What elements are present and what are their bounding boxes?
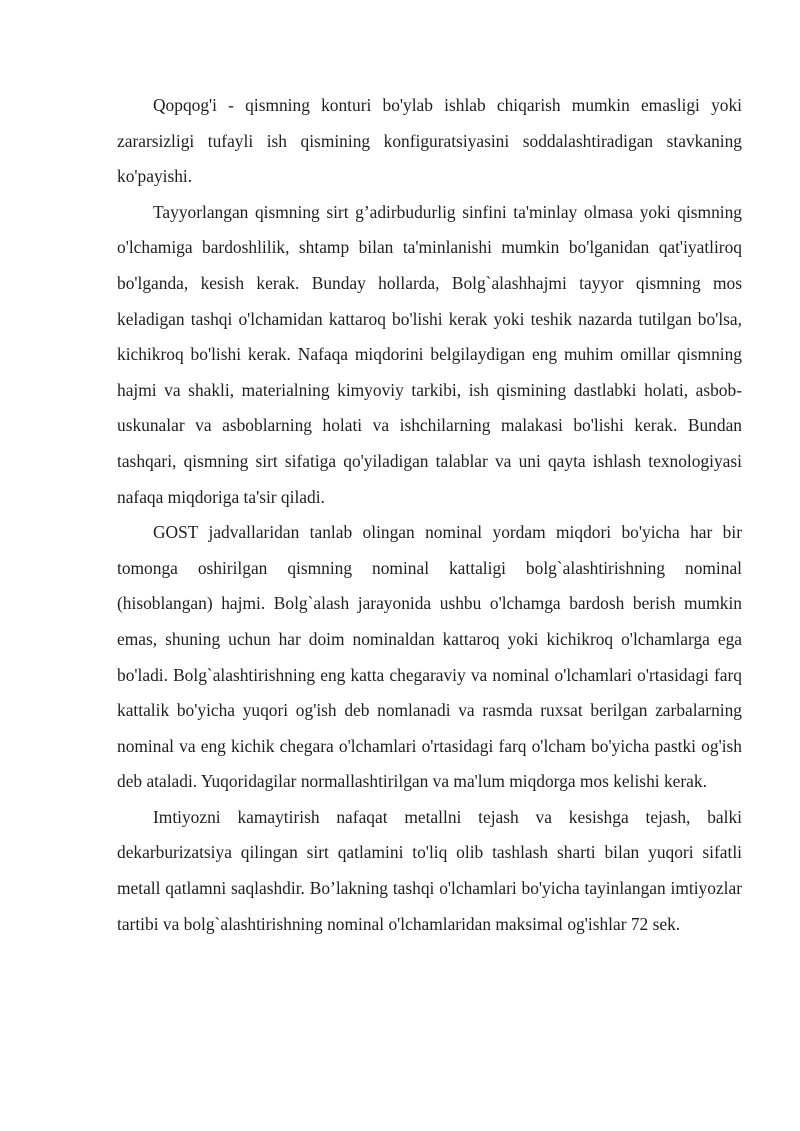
paragraph-2: Tayyorlangan qismning sirt g’adirbudurlig sinfini ta'minlay olmasa yoki qismning o'lchamiga bardoshlilik, shtamp bilan ta'minlanishi mumkin bo'lganidan qat'iyatliroq bo'lganda, kesish kerak. Bunday hollarda, Bolg`alashhajmi tayyor qismning mos keladigan tashqi o'lchamidan kattaroq bo'lishi kerak yoki teshik nazarda tutilgan bo'lsa, kichikroq bo'lishi kerak. Nafaqa miqdorini belgilaydigan eng muhim omillar qismning hajmi va shakli, materialning kimyoviy tarkibi, ish qismining dastlabki holati, asbob-uskunalar va asboblarning holati va ishchilarning malakasi bo'lishi kerak. Bundan tashqari, qismning sirt sifatiga qo'yiladigan talablar va uni qayta ishlash texnologiyasi nafaqa miqdoriga ta'sir qiladi. bbox=[117, 201, 742, 507]
paragraph-3: GOST jadvallaridan tanlab olingan nominal yordam miqdori bo'yicha har bir tomonga oshirilgan qismning nominal kattaligi bolg`alashtirishning nominal (hisoblangan) hajmi. Bolg`alash jarayonida ushbu o'lchamga bardosh berish mumkin emas, shuning uchun har doim nominaldan kattaroq yoki kichikroq o'lchamlarga ega bo'ladi. Bolg`alashtirishning eng katta chegaraviy va nominal o'lchamlari o'rtasidagi farq kattalik bo'yicha yuqori og'ish deb nomlanadi va rasmda ruxsat berilgan zarbalarning nominal va eng kichik chegara o'lchamlari o'rtasidagi farq o'lcham bo'yicha pastki og'ish deb ataladi. Yuqoridagilar normallashtirilgan va ma'lum miqdorga mos kelishi kerak. bbox=[117, 522, 742, 792]
paragraph-4: Imtiyozni kamaytirish nafaqat metallni tejash va kesishga tejash, balki dekarburizatsiya qilingan sirt qatlamini to'liq olib tashlash sharti bilan yuqori sifatli metall qatlamni saqlashdir. Bo’lakning tashqi o'lchamlari bo'yicha tayinlangan imtiyozlar tartibi va bolg`alashtirishning nominal o'lchamlaridan maksimal og'ishlar 72 sek. bbox=[117, 806, 742, 934]
paragraph-1: Qopqog'i - qismning konturi bo'ylab ishlab chiqarish mumkin emasligi yoki zararsizligi tufayli ish qismining konfiguratsiyasini soddalashtiradigan stavkaning ko'payishi. bbox=[117, 95, 742, 187]
document-page bbox=[117, 88, 742, 942]
